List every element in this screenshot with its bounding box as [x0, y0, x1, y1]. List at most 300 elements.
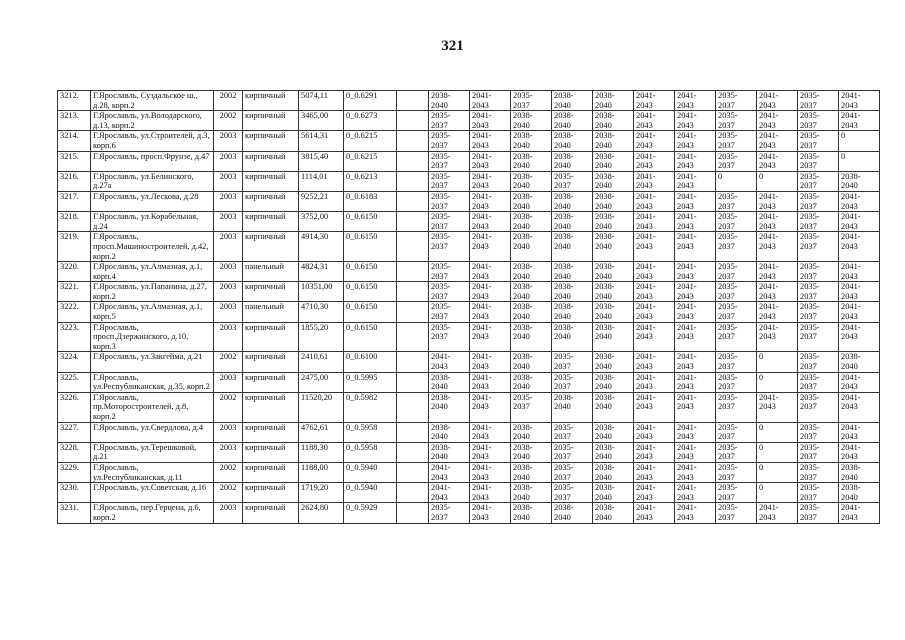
repair-period-cell: 2035-2037	[798, 322, 839, 352]
repair-period-cell: 2035-2037	[716, 322, 757, 352]
address-cell: Г.Ярославль, просп.Дзержинского, д.10, корп.3	[91, 322, 214, 352]
repair-period-cell: 2041-2043	[675, 212, 716, 232]
repair-period-cell: 2038-2040	[511, 352, 552, 372]
repair-period-cell: 2038-2040	[593, 462, 634, 482]
repair-period-cell: 2035-2037	[429, 282, 470, 302]
repair-period-cell: 2035-2037	[716, 442, 757, 462]
repair-period-cell: 2035-2037	[716, 352, 757, 372]
repair-period-cell: 2041-2043	[634, 171, 675, 191]
repair-period-cell: 2041-2043	[470, 442, 511, 462]
repair-period-cell: 2038-2040	[552, 503, 593, 523]
repair-period-cell: 2038-2040	[552, 232, 593, 262]
repair-period-cell: 2038-2040	[593, 191, 634, 211]
repair-period-cell: 2041-2043	[839, 392, 880, 422]
area-cell: 3752,00	[299, 212, 344, 232]
repair-period-cell: 2035-2037	[552, 442, 593, 462]
wall-material-cell: кирпичный	[243, 191, 299, 211]
repair-period-cell: 2038-2040	[593, 171, 634, 191]
repair-period-cell: 2041-2043	[634, 111, 675, 131]
wall-material-cell: кирпичный	[243, 151, 299, 171]
repair-period-cell: 2038-2040	[552, 111, 593, 131]
repair-period-cell: 2035-2037	[716, 503, 757, 523]
repair-period-cell: 2041-2043	[757, 232, 798, 262]
repair-period-cell: 2041-2043	[634, 131, 675, 151]
repair-period-cell: 2038-2040	[593, 442, 634, 462]
repair-period-cell: 2038-2040	[593, 503, 634, 523]
repair-period-cell: 2035-2037	[798, 212, 839, 232]
coefficient-cell: 0_0.5940	[344, 483, 397, 503]
area-cell: 3465,00	[299, 111, 344, 131]
repair-period-cell: 2035-2037	[429, 322, 470, 352]
repair-period-cell: 2041-2043	[470, 422, 511, 442]
empty-cell	[397, 442, 429, 462]
area-cell: 2475,00	[299, 372, 344, 392]
repair-period-cell: 2041-2043	[470, 352, 511, 372]
repair-period-cell: 2035-2037	[716, 91, 757, 111]
table-row	[58, 352, 880, 372]
address-cell: Г.Ярославль, ул.Белинского, д.27а	[91, 171, 214, 191]
repair-period-cell: 0	[757, 171, 798, 191]
repair-period-cell: 2038-2040	[511, 503, 552, 523]
repair-period-cell: 2035-2037	[552, 462, 593, 482]
repair-period-cell: 2041-2043	[675, 392, 716, 422]
repair-period-cell: 2041-2043	[470, 392, 511, 422]
wall-material-cell: кирпичный	[243, 372, 299, 392]
repair-period-cell: 2035-2037	[798, 171, 839, 191]
repair-period-cell: 2041-2043	[470, 212, 511, 232]
repair-period-cell: 2038-2040	[593, 372, 634, 392]
table-row	[58, 191, 880, 211]
coefficient-cell: 0_0.6215	[344, 131, 397, 151]
repair-period-cell: 2038-2040	[593, 111, 634, 131]
repair-period-cell: 2038-2040	[511, 111, 552, 131]
wall-material-cell: кирпичный	[243, 483, 299, 503]
repair-period-cell: 2041-2043	[470, 151, 511, 171]
repair-period-cell: 2035-2037	[798, 302, 839, 322]
repair-period-cell: 2041-2043	[839, 212, 880, 232]
repair-period-cell: 2041-2043	[470, 232, 511, 262]
repair-period-cell: 2038-2040	[429, 372, 470, 392]
coefficient-cell: 0_0.6150	[344, 232, 397, 262]
table-row	[58, 503, 880, 523]
repair-period-cell: 2035-2037	[429, 503, 470, 523]
repair-period-cell: 2035-2037	[429, 262, 470, 282]
table-row	[58, 442, 880, 462]
repair-period-cell: 2041-2043	[429, 352, 470, 372]
build-year-cell: 2003	[214, 442, 243, 462]
build-year-cell: 2003	[214, 322, 243, 352]
address-cell: Г.Ярославль, ул.Республиканская, д.11	[91, 462, 214, 482]
table-row	[58, 91, 880, 111]
repair-period-cell: 2041-2043	[470, 483, 511, 503]
repair-period-cell: 2041-2043	[675, 91, 716, 111]
repair-period-cell: 2035-2037	[716, 483, 757, 503]
repair-period-cell: 2041-2043	[839, 372, 880, 392]
empty-cell	[397, 392, 429, 422]
repair-period-cell: 2041-2043	[839, 91, 880, 111]
wall-material-cell: кирпичный	[243, 232, 299, 262]
repair-period-cell: 2038-2040	[593, 282, 634, 302]
repair-period-cell: 2041-2043	[675, 483, 716, 503]
wall-material-cell: кирпичный	[243, 442, 299, 462]
repair-period-cell: 2041-2043	[757, 91, 798, 111]
repair-period-cell: 2041-2043	[757, 503, 798, 523]
build-year-cell: 2002	[214, 483, 243, 503]
build-year-cell: 2003	[214, 212, 243, 232]
repair-period-cell: 2038-2040	[511, 171, 552, 191]
build-year-cell: 2003	[214, 422, 243, 442]
repair-period-cell: 2041-2043	[757, 262, 798, 282]
area-cell: 2624,80	[299, 503, 344, 523]
repair-period-cell: 2041-2043	[675, 503, 716, 523]
table-row	[58, 212, 880, 232]
repair-period-cell: 2041-2043	[470, 462, 511, 482]
repair-period-cell: 2035-2037	[716, 302, 757, 322]
repair-period-cell: 2041-2043	[470, 282, 511, 302]
empty-cell	[397, 422, 429, 442]
address-cell: Г.Ярославль, ул.Алмазная, д.1, корп.5	[91, 302, 214, 322]
repair-period-cell: 2041-2043	[634, 91, 675, 111]
coefficient-cell: 0_0.6150	[344, 322, 397, 352]
repair-period-cell: 2041-2043	[429, 483, 470, 503]
repair-period-cell: 2038-2040	[552, 262, 593, 282]
repair-period-cell: 2038-2040	[429, 422, 470, 442]
row-number-cell: 3216.	[58, 171, 91, 191]
area-cell: 4762,61	[299, 422, 344, 442]
wall-material-cell: кирпичный	[243, 392, 299, 422]
repair-period-cell: 2041-2043	[675, 462, 716, 482]
table-row	[58, 151, 880, 171]
address-cell: Г.Ярославль, ул.Корабельная, д.24	[91, 212, 214, 232]
repair-period-cell: 2038-2040	[593, 232, 634, 262]
empty-cell	[397, 322, 429, 352]
repair-period-cell: 2038-2040	[511, 422, 552, 442]
table-body	[58, 91, 880, 524]
repair-period-cell: 2035-2037	[552, 352, 593, 372]
empty-cell	[397, 191, 429, 211]
coefficient-cell: 0_0.6213	[344, 171, 397, 191]
row-number-cell: 3217.	[58, 191, 91, 211]
build-year-cell: 2003	[214, 302, 243, 322]
repair-period-cell: 0	[839, 131, 880, 151]
repair-period-cell: 2035-2037	[552, 171, 593, 191]
repair-period-cell: 2035-2037	[429, 191, 470, 211]
repair-period-cell: 2038-2040	[511, 232, 552, 262]
coefficient-cell: 0_0.5929	[344, 503, 397, 523]
repair-period-cell: 2041-2043	[634, 232, 675, 262]
repair-period-cell: 0	[757, 462, 798, 482]
repair-period-cell: 2038-2040	[593, 151, 634, 171]
repair-period-cell: 2035-2037	[798, 422, 839, 442]
empty-cell	[397, 131, 429, 151]
coefficient-cell: 0_0.6150	[344, 262, 397, 282]
area-cell: 4710,30	[299, 302, 344, 322]
repair-period-cell: 2035-2037	[798, 232, 839, 262]
repair-period-cell: 2041-2043	[634, 422, 675, 442]
repair-period-cell: 0	[757, 372, 798, 392]
coefficient-cell: 0_0.6291	[344, 91, 397, 111]
repair-period-cell: 2035-2037	[798, 111, 839, 131]
row-number-cell: 3218.	[58, 212, 91, 232]
area-cell: 5614,31	[299, 131, 344, 151]
repair-period-cell: 2041-2043	[675, 422, 716, 442]
repair-period-cell: 2038-2040	[511, 151, 552, 171]
repair-period-cell: 2038-2040	[552, 91, 593, 111]
row-number-cell: 3225.	[58, 372, 91, 392]
repair-period-cell: 2041-2043	[634, 483, 675, 503]
row-number-cell: 3223.	[58, 322, 91, 352]
empty-cell	[397, 503, 429, 523]
area-cell: 5074,11	[299, 91, 344, 111]
repair-period-cell: 2035-2037	[798, 151, 839, 171]
repair-period-cell: 2041-2043	[634, 442, 675, 462]
repair-period-cell: 2041-2043	[757, 392, 798, 422]
repair-period-cell: 2038-2040	[511, 302, 552, 322]
repair-period-cell: 2038-2040	[552, 151, 593, 171]
area-cell: 3815,40	[299, 151, 344, 171]
repair-period-cell: 2041-2043	[634, 191, 675, 211]
wall-material-cell: панельный	[243, 262, 299, 282]
repair-period-cell: 2038-2040	[511, 483, 552, 503]
wall-material-cell: кирпичный	[243, 422, 299, 442]
area-cell: 9252,21	[299, 191, 344, 211]
address-cell: Г.Ярославль, просп.Машиностроителей, д.42, корп.2	[91, 232, 214, 262]
coefficient-cell: 0_0.6150	[344, 282, 397, 302]
build-year-cell: 2002	[214, 91, 243, 111]
repair-period-cell: 2041-2043	[675, 191, 716, 211]
repair-period-cell: 2035-2037	[716, 282, 757, 302]
address-cell: Г.Ярославль, ул.Володарского, д.13, корп.2	[91, 111, 214, 131]
repair-period-cell: 2038-2040	[593, 422, 634, 442]
repair-period-cell: 2038-2040	[593, 91, 634, 111]
repair-period-cell: 2041-2043	[429, 462, 470, 482]
empty-cell	[397, 483, 429, 503]
repair-period-cell: 2035-2037	[798, 352, 839, 372]
area-cell: 4824,31	[299, 262, 344, 282]
repair-period-cell: 2038-2040	[593, 392, 634, 422]
repair-period-cell: 2041-2043	[757, 131, 798, 151]
row-number-cell: 3230.	[58, 483, 91, 503]
row-number-cell: 3212.	[58, 91, 91, 111]
repair-period-cell: 2035-2037	[552, 422, 593, 442]
area-cell: 1188,30	[299, 442, 344, 462]
repair-period-cell: 2035-2037	[429, 111, 470, 131]
repair-period-cell: 2035-2037	[716, 462, 757, 482]
repair-period-cell: 2035-2037	[716, 111, 757, 131]
empty-cell	[397, 232, 429, 262]
repair-period-cell: 2041-2043	[839, 322, 880, 352]
repair-period-cell: 2041-2043	[757, 191, 798, 211]
repair-period-cell: 2038-2040	[429, 392, 470, 422]
repair-period-cell: 2038-2040	[593, 262, 634, 282]
repair-period-cell: 2035-2037	[798, 503, 839, 523]
repair-period-cell: 2035-2037	[429, 131, 470, 151]
area-cell: 4914,30	[299, 232, 344, 262]
repair-period-cell: 2038-2040	[593, 352, 634, 372]
build-year-cell: 2002	[214, 392, 243, 422]
repair-period-cell: 2041-2043	[839, 422, 880, 442]
repair-period-cell: 0	[757, 483, 798, 503]
build-year-cell: 2003	[214, 282, 243, 302]
repair-period-cell: 2035-2037	[511, 91, 552, 111]
repair-period-cell: 2038-2040	[552, 212, 593, 232]
repair-period-cell: 2038-2040	[593, 212, 634, 232]
empty-cell	[397, 212, 429, 232]
repair-period-cell: 2038-2040	[552, 191, 593, 211]
row-number-cell: 3231.	[58, 503, 91, 523]
area-cell: 10351,00	[299, 282, 344, 302]
repair-period-cell: 2041-2043	[675, 171, 716, 191]
coefficient-cell: 0_0.5982	[344, 392, 397, 422]
repair-period-cell: 2038-2040	[839, 171, 880, 191]
address-cell: Г.Ярославль, Суздальское ш., д.28, корп.2	[91, 91, 214, 111]
table-row	[58, 322, 880, 352]
wall-material-cell: кирпичный	[243, 282, 299, 302]
address-cell: Г.Ярославль, ул.Строителей, д.3, корп.6	[91, 131, 214, 151]
area-cell: 11520,20	[299, 392, 344, 422]
repair-period-cell: 2038-2040	[429, 442, 470, 462]
repair-period-cell: 0	[757, 352, 798, 372]
row-number-cell: 3227.	[58, 422, 91, 442]
repair-period-cell: 2041-2043	[675, 352, 716, 372]
address-cell: Г.Ярославль, ул.Республиканская, д.35, корп.2	[91, 372, 214, 392]
repair-period-cell: 2035-2037	[798, 282, 839, 302]
repair-period-cell: 2041-2043	[839, 302, 880, 322]
address-cell: Г.Ярославль, ул.Терешковой, д.21	[91, 442, 214, 462]
repair-period-cell: 2035-2037	[798, 442, 839, 462]
coefficient-cell: 0_0.6100	[344, 352, 397, 372]
repair-period-cell: 2041-2043	[757, 151, 798, 171]
repair-period-cell: 2035-2037	[798, 392, 839, 422]
repair-period-cell: 2035-2037	[429, 151, 470, 171]
repair-period-cell: 2041-2043	[675, 282, 716, 302]
repair-period-cell: 2035-2037	[798, 131, 839, 151]
page-number: 321	[441, 38, 464, 54]
repair-period-cell: 2041-2043	[470, 302, 511, 322]
repair-period-cell: 0	[757, 442, 798, 462]
repair-period-cell: 2041-2043	[470, 191, 511, 211]
repair-period-cell: 2038-2040	[552, 392, 593, 422]
wall-material-cell: кирпичный	[243, 131, 299, 151]
coefficient-cell: 0_0.5995	[344, 372, 397, 392]
repair-period-cell: 2035-2037	[716, 212, 757, 232]
repair-period-cell: 2041-2043	[634, 372, 675, 392]
row-number-cell: 3229.	[58, 462, 91, 482]
repair-period-cell: 2041-2043	[757, 212, 798, 232]
repair-period-cell: 2038-2040	[552, 131, 593, 151]
address-cell: Г.Ярославль, ул.Закгейма, д.21	[91, 352, 214, 372]
empty-cell	[397, 91, 429, 111]
repair-period-cell: 2038-2040	[511, 442, 552, 462]
coefficient-cell: 0_0.6150	[344, 302, 397, 322]
repair-period-cell: 2041-2043	[470, 262, 511, 282]
repair-period-cell: 0	[839, 151, 880, 171]
table-row	[58, 483, 880, 503]
repair-period-cell: 2041-2043	[470, 322, 511, 352]
repair-period-cell: 2041-2043	[839, 191, 880, 211]
repair-period-cell: 2035-2037	[716, 191, 757, 211]
address-cell: Г.Ярославль, ул.Алмазная, д.1, корп.4	[91, 262, 214, 282]
coefficient-cell: 0_0.6215	[344, 151, 397, 171]
repair-period-cell: 2041-2043	[470, 131, 511, 151]
repair-period-cell: 2041-2043	[634, 392, 675, 422]
repair-period-cell: 2038-2040	[839, 352, 880, 372]
repair-period-cell: 2035-2037	[798, 483, 839, 503]
repair-period-cell: 2035-2037	[429, 212, 470, 232]
area-cell: 1719,20	[299, 483, 344, 503]
address-cell: Г.Ярославль, пр.Моторостроителей, д.8, корп.2	[91, 392, 214, 422]
build-year-cell: 2003	[214, 503, 243, 523]
repair-period-cell: 2035-2037	[716, 131, 757, 151]
repair-period-cell: 2041-2043	[675, 111, 716, 131]
empty-cell	[397, 171, 429, 191]
address-cell: Г.Ярославль, пер.Герцена, д.6, корп.2	[91, 503, 214, 523]
repair-period-cell: 2038-2040	[552, 302, 593, 322]
table-row	[58, 392, 880, 422]
build-year-cell: 2003	[214, 262, 243, 282]
repair-period-cell: 2038-2040	[511, 191, 552, 211]
repair-period-cell: 2041-2043	[757, 302, 798, 322]
repair-period-cell: 2041-2043	[634, 151, 675, 171]
wall-material-cell: кирпичный	[243, 212, 299, 232]
table-row	[58, 171, 880, 191]
repair-period-cell: 2038-2040	[511, 372, 552, 392]
area-cell: 1188,00	[299, 462, 344, 482]
repair-period-cell: 2038-2040	[511, 282, 552, 302]
repair-period-cell: 2038-2040	[511, 322, 552, 352]
repair-period-cell: 2038-2040	[839, 483, 880, 503]
repair-period-cell: 2041-2043	[839, 503, 880, 523]
repair-period-cell: 2038-2040	[511, 131, 552, 151]
repair-period-cell: 2041-2043	[634, 352, 675, 372]
build-year-cell: 2002	[214, 111, 243, 131]
area-cell: 1855,20	[299, 322, 344, 352]
housing-register-table	[57, 90, 880, 524]
build-year-cell: 2003	[214, 372, 243, 392]
table-row	[58, 462, 880, 482]
repair-period-cell: 2041-2043	[675, 262, 716, 282]
repair-period-cell: 2035-2037	[798, 191, 839, 211]
address-cell: Г.Ярославль, ул.Свердлова, д.4	[91, 422, 214, 442]
repair-period-cell: 2035-2037	[716, 232, 757, 262]
wall-material-cell: кирпичный	[243, 462, 299, 482]
repair-period-cell: 2041-2043	[675, 131, 716, 151]
table-row	[58, 372, 880, 392]
row-number-cell: 3221.	[58, 282, 91, 302]
repair-period-cell: 2038-2040	[429, 91, 470, 111]
repair-period-cell: 2041-2043	[470, 171, 511, 191]
repair-period-cell: 2041-2043	[675, 151, 716, 171]
repair-period-cell: 2038-2040	[511, 212, 552, 232]
wall-material-cell: кирпичный	[243, 171, 299, 191]
repair-period-cell: 2038-2040	[839, 462, 880, 482]
coefficient-cell: 0_0.5940	[344, 462, 397, 482]
row-number-cell: 3224.	[58, 352, 91, 372]
repair-period-cell: 2041-2043	[675, 322, 716, 352]
row-number-cell: 3228.	[58, 442, 91, 462]
repair-period-cell: 2035-2037	[798, 462, 839, 482]
repair-period-cell: 2035-2037	[716, 151, 757, 171]
address-cell: Г.Ярославль, ул.Лескова, д.28	[91, 191, 214, 211]
area-cell: 2410,61	[299, 352, 344, 372]
repair-period-cell: 2041-2043	[470, 111, 511, 131]
wall-material-cell: кирпичный	[243, 352, 299, 372]
repair-period-cell: 2035-2037	[552, 372, 593, 392]
build-year-cell: 2003	[214, 191, 243, 211]
table-row	[58, 111, 880, 131]
repair-period-cell: 2041-2043	[634, 322, 675, 352]
row-number-cell: 3226.	[58, 392, 91, 422]
